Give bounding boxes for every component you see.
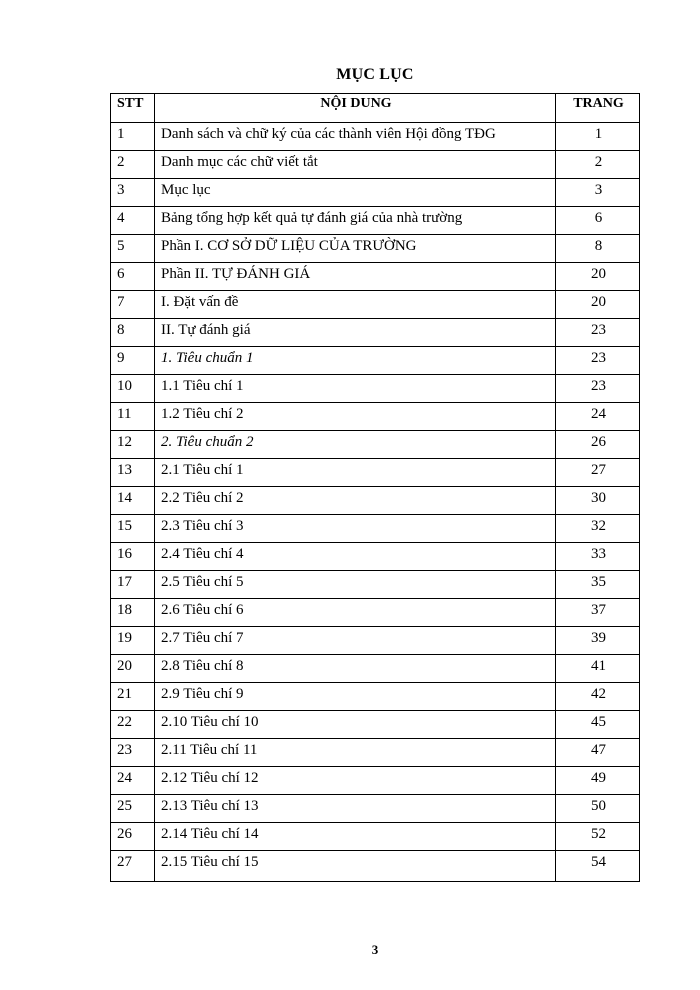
column-header-page: TRANG <box>556 94 640 123</box>
page-title: MỤC LỤC <box>336 66 414 83</box>
table-row <box>111 683 640 711</box>
row-content: 2.7 Tiêu chí 7 <box>155 627 556 655</box>
table-row <box>111 347 640 375</box>
row-content: Bảng tổng hợp kết quả tự đánh giá của nhà trường <box>155 207 556 235</box>
row-content: Phần II. TỰ ĐÁNH GIÁ <box>155 263 556 291</box>
column-header-content: NỘI DUNG <box>155 94 556 123</box>
table-row <box>111 655 640 683</box>
row-number: 22 <box>111 711 155 739</box>
row-page: 42 <box>556 683 640 711</box>
row-number: 15 <box>111 515 155 543</box>
table-row <box>111 375 640 403</box>
table-row <box>111 263 640 291</box>
row-page: 39 <box>556 627 640 655</box>
row-number: 27 <box>111 851 155 882</box>
row-content: 2.14 Tiêu chí 14 <box>155 823 556 851</box>
row-number: 13 <box>111 459 155 487</box>
row-page: 45 <box>556 711 640 739</box>
row-content: 2.9 Tiêu chí 9 <box>155 683 556 711</box>
table-row <box>111 515 640 543</box>
row-number: 18 <box>111 599 155 627</box>
column-header-stt: STT <box>111 94 155 123</box>
row-number: 2 <box>111 151 155 179</box>
row-page: 54 <box>556 851 640 882</box>
row-page: 6 <box>556 207 640 235</box>
row-page: 35 <box>556 571 640 599</box>
table-row <box>111 851 640 882</box>
row-page: 8 <box>556 235 640 263</box>
row-number: 26 <box>111 823 155 851</box>
row-page: 1 <box>556 123 640 151</box>
table-row <box>111 543 640 571</box>
page-number: 3 <box>371 942 379 957</box>
row-number: 21 <box>111 683 155 711</box>
row-content: Danh mục các chữ viết tắt <box>155 151 556 179</box>
row-page: 20 <box>556 263 640 291</box>
row-page: 32 <box>556 515 640 543</box>
row-content: 2. Tiêu chuẩn 2 <box>155 431 556 459</box>
table-row <box>111 151 640 179</box>
row-content: 2.13 Tiêu chí 13 <box>155 795 556 823</box>
row-content: Phần I. CƠ SỞ DỮ LIỆU CỦA TRƯỜNG <box>155 235 556 263</box>
table-row <box>111 431 640 459</box>
row-content: 2.5 Tiêu chí 5 <box>155 571 556 599</box>
row-page: 20 <box>556 291 640 319</box>
row-content: 2.10 Tiêu chí 10 <box>155 711 556 739</box>
row-page: 23 <box>556 375 640 403</box>
row-number: 10 <box>111 375 155 403</box>
row-page: 23 <box>556 319 640 347</box>
row-content: 2.11 Tiêu chí 11 <box>155 739 556 767</box>
table-row <box>111 291 640 319</box>
row-page: 33 <box>556 543 640 571</box>
row-page: 41 <box>556 655 640 683</box>
row-page: 24 <box>556 403 640 431</box>
table-row <box>111 487 640 515</box>
table-row <box>111 123 640 151</box>
row-content: I. Đặt vấn đề <box>155 291 556 319</box>
table-of-contents <box>110 93 640 882</box>
table-row <box>111 459 640 487</box>
table-row <box>111 599 640 627</box>
row-content: Danh sách và chữ ký của các thành viên Hội đồng TĐG <box>155 123 556 151</box>
table-body <box>111 123 640 882</box>
table-row <box>111 627 640 655</box>
row-number: 23 <box>111 739 155 767</box>
row-number: 19 <box>111 627 155 655</box>
row-page: 23 <box>556 347 640 375</box>
row-content: 2.15 Tiêu chí 15 <box>155 851 556 882</box>
row-number: 9 <box>111 347 155 375</box>
row-number: 16 <box>111 543 155 571</box>
row-number: 3 <box>111 179 155 207</box>
row-content: 2.8 Tiêu chí 8 <box>155 655 556 683</box>
table-row <box>111 711 640 739</box>
row-content: 2.3 Tiêu chí 3 <box>155 515 556 543</box>
row-page: 3 <box>556 179 640 207</box>
row-page: 27 <box>556 459 640 487</box>
row-page: 2 <box>556 151 640 179</box>
row-page: 49 <box>556 767 640 795</box>
table-row <box>111 823 640 851</box>
table-row <box>111 795 640 823</box>
row-number: 24 <box>111 767 155 795</box>
row-page: 37 <box>556 599 640 627</box>
row-number: 12 <box>111 431 155 459</box>
row-number: 25 <box>111 795 155 823</box>
table-row <box>111 207 640 235</box>
table-row <box>111 571 640 599</box>
row-number: 5 <box>111 235 155 263</box>
row-number: 8 <box>111 319 155 347</box>
row-number: 7 <box>111 291 155 319</box>
row-page: 26 <box>556 431 640 459</box>
table-row <box>111 739 640 767</box>
row-number: 17 <box>111 571 155 599</box>
row-content: 2.6 Tiêu chí 6 <box>155 599 556 627</box>
row-content: 2.1 Tiêu chí 1 <box>155 459 556 487</box>
row-content: Mục lục <box>155 179 556 207</box>
row-content: 1.1 Tiêu chí 1 <box>155 375 556 403</box>
row-page: 52 <box>556 823 640 851</box>
table-header-row <box>111 94 640 123</box>
row-number: 6 <box>111 263 155 291</box>
row-number: 11 <box>111 403 155 431</box>
row-content: 2.4 Tiêu chí 4 <box>155 543 556 571</box>
table-row <box>111 235 640 263</box>
table-row <box>111 767 640 795</box>
row-number: 4 <box>111 207 155 235</box>
row-content: 1.2 Tiêu chí 2 <box>155 403 556 431</box>
row-page: 47 <box>556 739 640 767</box>
row-content: II. Tự đánh giá <box>155 319 556 347</box>
row-content: 2.2 Tiêu chí 2 <box>155 487 556 515</box>
row-content: 2.12 Tiêu chí 12 <box>155 767 556 795</box>
row-number: 1 <box>111 123 155 151</box>
table-row <box>111 319 640 347</box>
row-page: 50 <box>556 795 640 823</box>
table-row <box>111 179 640 207</box>
row-page: 30 <box>556 487 640 515</box>
table-row <box>111 403 640 431</box>
row-number: 14 <box>111 487 155 515</box>
row-number: 20 <box>111 655 155 683</box>
row-content: 1. Tiêu chuẩn 1 <box>155 347 556 375</box>
